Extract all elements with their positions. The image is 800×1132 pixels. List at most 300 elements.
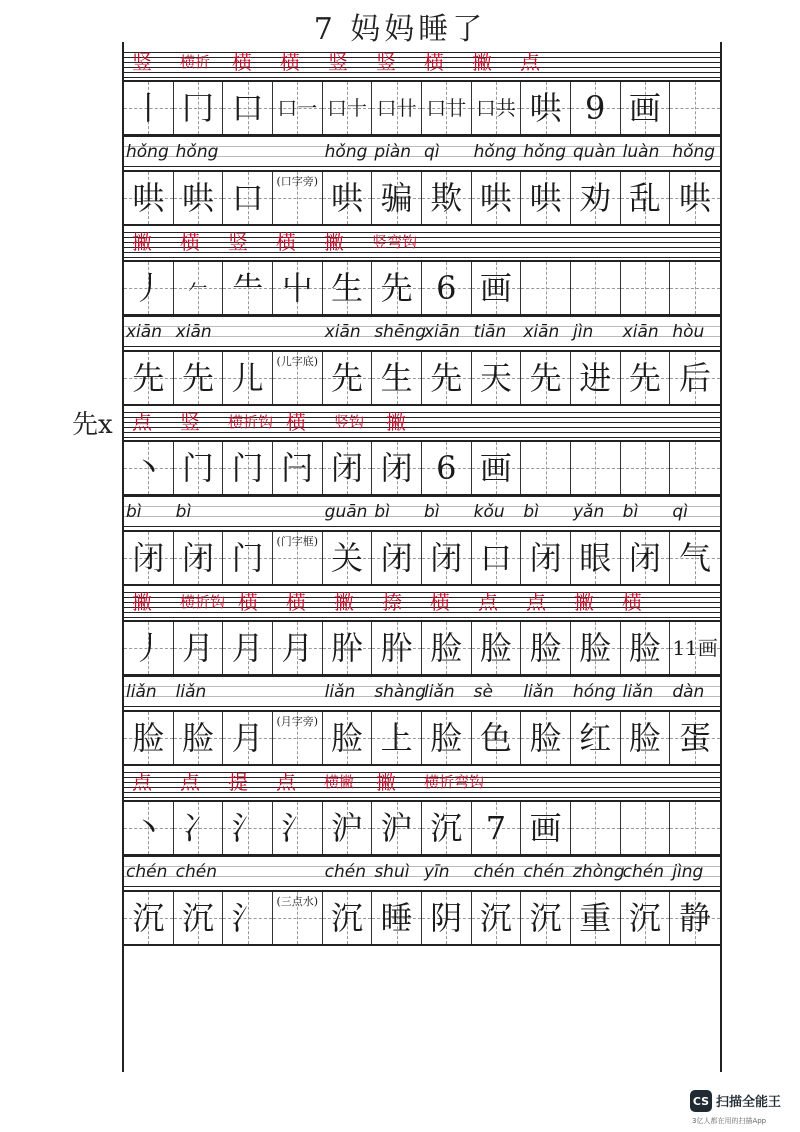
pinyin-syllable: qì xyxy=(424,142,440,162)
practice-word-char: (门字框) xyxy=(276,535,319,548)
pinyin-syllable: liǎn xyxy=(424,682,455,702)
practice-word-char: 先 xyxy=(330,359,363,397)
pinyin-syllable: tiān xyxy=(473,322,507,342)
grid-cell xyxy=(323,442,373,494)
grid-cell xyxy=(521,82,571,134)
stroke-order-char: 氵 xyxy=(281,809,314,847)
practice-word-char: 天 xyxy=(479,359,512,397)
stroke-name: 点 xyxy=(180,770,200,794)
grid-cell xyxy=(372,82,422,134)
grid-cell xyxy=(521,712,571,764)
grid-cell xyxy=(621,532,671,584)
grid-cell xyxy=(422,262,472,314)
grid-cell xyxy=(124,262,174,314)
practice-word-char: 脸 xyxy=(181,719,214,757)
stroke-name: 竖 xyxy=(328,50,348,74)
stroke-order-char: 画 xyxy=(529,809,562,847)
practice-word-char: 生 xyxy=(380,359,413,397)
stroke-name: 横 xyxy=(238,590,258,614)
grid-cell xyxy=(621,712,671,764)
stroke-name: 横 xyxy=(286,410,306,434)
grid-cell xyxy=(521,892,571,944)
stroke-names-row xyxy=(124,588,720,618)
grid-cell xyxy=(273,892,323,944)
practice-word-char: 上 xyxy=(380,719,413,757)
grid-cell xyxy=(372,172,422,224)
pinyin-syllable: hóng xyxy=(573,682,616,702)
pinyin-syllable: hǒng xyxy=(175,142,219,162)
pinyin-syllable: bì xyxy=(523,502,539,522)
grid-cell xyxy=(174,712,224,764)
scanner-watermark xyxy=(690,1090,800,1132)
stroke-order-char: 6 xyxy=(436,269,457,307)
grid-cell xyxy=(323,352,373,404)
pinyin-syllable: chén xyxy=(473,862,516,882)
stroke-name: 横 xyxy=(232,50,252,74)
pinyin-syllable: liǎn xyxy=(126,682,157,702)
stroke-name: 横 xyxy=(622,590,642,614)
pinyin-syllable: shuì xyxy=(374,862,410,882)
grid-cell xyxy=(223,532,273,584)
practice-word-char: 沉 xyxy=(479,899,512,937)
stroke-order-char: 先 xyxy=(380,269,413,307)
stroke-order-char: 脸 xyxy=(529,629,562,667)
stroke-order-char: 丿 xyxy=(132,629,165,667)
practice-word-char: 劝 xyxy=(579,179,612,217)
stroke-order-char: 画 xyxy=(479,449,512,487)
stroke-order-char: 口共 xyxy=(475,96,516,120)
stroke-order-char: 沉 xyxy=(430,809,463,847)
practice-word-char: 口 xyxy=(231,179,264,217)
pinyin-syllable: qì xyxy=(672,502,688,522)
grid-cell xyxy=(273,262,323,314)
stroke-names-row xyxy=(124,48,720,78)
stroke-name: 撇 xyxy=(324,230,344,254)
pinyin-syllable: hǒng xyxy=(126,142,169,162)
stroke-names-row xyxy=(124,768,720,798)
stroke-name: 点 xyxy=(132,410,152,434)
page-title: 7 妈妈睡了 xyxy=(313,12,487,47)
practice-word-char: 先 xyxy=(181,359,214,397)
grid-cell xyxy=(273,712,323,764)
grid-cell xyxy=(521,532,571,584)
stroke-order-char: 𠂉 xyxy=(187,276,208,300)
stroke-order-char: ⺧ xyxy=(231,269,264,307)
pinyin-syllable: bì xyxy=(424,502,440,522)
practice-word-char: 先 xyxy=(628,359,661,397)
practice-word-char: 阴 xyxy=(430,899,463,937)
pinyin-syllable: bì xyxy=(175,502,192,522)
grid-cell xyxy=(372,802,422,854)
stroke-order-char: 口十 xyxy=(326,96,367,120)
grid-cell xyxy=(422,82,472,134)
grid-cell xyxy=(174,352,224,404)
grid-cell xyxy=(223,172,273,224)
practice-word-char: 月 xyxy=(231,719,264,757)
grid-cell xyxy=(124,82,174,134)
grid-cell xyxy=(571,172,621,224)
pinyin-syllable: liǎn xyxy=(523,682,554,702)
grid-cell xyxy=(621,352,671,404)
stroke-order-char: 画 xyxy=(479,269,512,307)
word-practice-grid-row xyxy=(124,350,720,406)
practice-word-char: 气 xyxy=(679,539,712,577)
grid-cell xyxy=(422,892,472,944)
grid-cell xyxy=(124,352,174,404)
practice-word-char: 闭 xyxy=(132,539,165,577)
stroke-order-grid-row xyxy=(124,80,720,136)
stroke-order-char: 脸 xyxy=(479,629,512,667)
grid-cell xyxy=(372,262,422,314)
practice-word-char: 骗 xyxy=(380,179,413,217)
grid-cell xyxy=(273,622,323,674)
stroke-order-char: 月 xyxy=(181,629,214,667)
practice-word-char: 闭 xyxy=(181,539,214,577)
stroke-name: 竖 xyxy=(132,50,152,74)
pinyin-syllable: hǒng xyxy=(473,142,517,162)
stroke-order-char: 沪 xyxy=(380,809,413,847)
practice-word-char: 脸 xyxy=(132,719,165,757)
stroke-order-char: 肸 xyxy=(380,629,413,667)
pinyin-syllable: luàn xyxy=(622,142,660,162)
grid-cell xyxy=(571,442,621,494)
grid-cell xyxy=(621,172,671,224)
stroke-order-char: 画 xyxy=(628,89,661,127)
grid-cell xyxy=(670,442,720,494)
grid-cell xyxy=(323,262,373,314)
pinyin-syllable: guān xyxy=(324,502,368,522)
pinyin-syllable: liǎn xyxy=(324,682,356,702)
stroke-order-grid-row xyxy=(124,800,720,856)
watermark-app-name: 扫描全能王 xyxy=(716,1095,782,1110)
stroke-name: 点 xyxy=(478,590,498,614)
stroke-name: 横 xyxy=(280,50,300,74)
stroke-name: 撇 xyxy=(472,50,492,74)
grid-cell xyxy=(273,172,323,224)
pinyin-row xyxy=(124,854,720,888)
stroke-name: 点 xyxy=(132,770,152,794)
pinyin-syllable: xiān xyxy=(523,322,560,342)
practice-word-char: 乱 xyxy=(628,179,661,217)
grid-cell xyxy=(621,82,671,134)
stroke-order-grid-row xyxy=(124,260,720,316)
grid-cell xyxy=(174,172,224,224)
practice-word-char: (儿字底) xyxy=(276,355,319,368)
grid-cell xyxy=(124,172,174,224)
grid-cell xyxy=(323,172,373,224)
grid-cell xyxy=(124,712,174,764)
pinyin-syllable: xiān xyxy=(324,322,361,342)
pinyin-syllable: piàn xyxy=(374,142,412,162)
stroke-name: 横折 xyxy=(180,53,211,71)
pinyin-row xyxy=(124,674,720,708)
grid-cell xyxy=(174,802,224,854)
grid-cell xyxy=(174,442,224,494)
pinyin-syllable: xiān xyxy=(175,322,212,342)
camscanner-logo-icon: CS xyxy=(690,1090,712,1112)
stroke-order-char: 口卄 xyxy=(376,96,417,120)
practice-word-char: 沉 xyxy=(330,899,363,937)
pinyin-syllable: zhòng xyxy=(573,862,625,882)
stroke-order-char: 丶 xyxy=(132,809,165,847)
practice-word-char: 门 xyxy=(231,539,264,577)
pinyin-syllable: xiān xyxy=(126,322,162,342)
grid-cell xyxy=(472,442,522,494)
stroke-name: 横折钩 xyxy=(180,593,226,611)
grid-cell xyxy=(571,622,621,674)
grid-cell xyxy=(422,442,472,494)
grid-cell xyxy=(422,172,472,224)
grid-cell xyxy=(223,892,273,944)
practice-word-char: (月字旁) xyxy=(276,715,319,728)
grid-cell xyxy=(571,802,621,854)
stroke-order-char: 口廿 xyxy=(426,96,467,120)
grid-cell xyxy=(670,172,720,224)
practice-word-char: 哄 xyxy=(181,179,214,217)
stroke-order-char: 月 xyxy=(231,629,264,667)
grid-cell xyxy=(472,532,522,584)
practice-word-char: 哄 xyxy=(679,179,712,217)
grid-cell xyxy=(372,712,422,764)
stroke-name: 竖弯钩 xyxy=(372,233,418,251)
stroke-order-char: 闩 xyxy=(281,449,314,487)
stroke-order-char: 丿 xyxy=(132,269,165,307)
grid-cell xyxy=(372,622,422,674)
pinyin-syllable: chén xyxy=(324,862,367,882)
grid-cell xyxy=(422,352,472,404)
stroke-order-char: 屮 xyxy=(281,269,314,307)
pinyin-syllable: dàn xyxy=(672,682,705,702)
grid-cell xyxy=(472,622,522,674)
practice-word-char: 沉 xyxy=(529,899,562,937)
stroke-order-char: 冂 xyxy=(181,89,214,127)
grid-cell xyxy=(223,262,273,314)
practice-word-char: 哄 xyxy=(529,179,562,217)
grid-cell xyxy=(521,802,571,854)
grid-cell xyxy=(571,892,621,944)
stroke-name: 撇 xyxy=(334,590,354,614)
practice-word-char: 重 xyxy=(579,899,612,937)
stroke-order-char: 11画 xyxy=(672,636,718,660)
stroke-order-char: 脸 xyxy=(430,629,463,667)
margin-note: 先x xyxy=(72,410,113,440)
grid-cell xyxy=(372,532,422,584)
stroke-name: 点 xyxy=(276,770,296,794)
pinyin-syllable: bì xyxy=(126,502,142,522)
grid-cell xyxy=(621,622,671,674)
stroke-order-char: 冫 xyxy=(181,809,214,847)
practice-word-char: 哄 xyxy=(479,179,512,217)
pinyin-syllable: yīn xyxy=(424,862,450,882)
pinyin-syllable: quàn xyxy=(573,142,616,162)
grid-cell xyxy=(422,622,472,674)
grid-cell xyxy=(472,172,522,224)
grid-cell xyxy=(174,82,224,134)
pinyin-syllable: hǒng xyxy=(523,142,567,162)
stroke-name: 横折弯钩 xyxy=(424,773,485,791)
practice-word-char: 后 xyxy=(679,359,712,397)
stroke-name: 横 xyxy=(430,590,450,614)
stroke-order-char: 哄 xyxy=(529,89,562,127)
grid-cell xyxy=(670,82,720,134)
practice-word-char: 哄 xyxy=(330,179,363,217)
stroke-name: 横 xyxy=(180,230,200,254)
grid-cell xyxy=(472,712,522,764)
grid-cell xyxy=(571,262,621,314)
practice-word-char: 进 xyxy=(579,359,612,397)
pinyin-syllable: bì xyxy=(374,502,390,522)
grid-cell xyxy=(621,802,671,854)
grid-cell xyxy=(323,532,373,584)
grid-cell xyxy=(273,352,323,404)
grid-cell xyxy=(472,352,522,404)
practice-word-char: 沉 xyxy=(628,899,661,937)
practice-word-char: 眼 xyxy=(579,539,612,577)
pinyin-row xyxy=(124,134,720,168)
stroke-names-row xyxy=(124,228,720,258)
practice-word-char: 闭 xyxy=(430,539,463,577)
practice-word-char: 关 xyxy=(330,539,363,577)
stroke-order-char: 门 xyxy=(181,449,214,487)
word-practice-grid-row xyxy=(124,890,720,946)
stroke-order-char: 沪 xyxy=(330,809,363,847)
grid-cell xyxy=(124,802,174,854)
grid-cell xyxy=(223,442,273,494)
grid-cell xyxy=(571,352,621,404)
stroke-name: 撇 xyxy=(574,590,594,614)
grid-cell xyxy=(323,622,373,674)
grid-cell xyxy=(124,622,174,674)
handwriting-practice-sheet xyxy=(122,42,722,1072)
grid-cell xyxy=(223,802,273,854)
grid-cell xyxy=(174,262,224,314)
grid-cell xyxy=(670,262,720,314)
pinyin-syllable: bì xyxy=(622,502,639,522)
stroke-name: 捺 xyxy=(382,590,402,614)
stroke-order-char: 门 xyxy=(231,449,264,487)
practice-word-char: 红 xyxy=(579,719,612,757)
word-practice-grid-row xyxy=(124,170,720,226)
practice-word-char: (三点水) xyxy=(276,895,319,908)
stroke-order-char: 脸 xyxy=(628,629,661,667)
grid-cell xyxy=(571,532,621,584)
grid-cell xyxy=(472,892,522,944)
grid-cell xyxy=(472,262,522,314)
grid-cell xyxy=(273,82,323,134)
practice-word-char: (口字旁) xyxy=(276,175,319,188)
pinyin-row xyxy=(124,494,720,528)
stroke-name: 竖钩 xyxy=(334,413,365,431)
pinyin-syllable: xiān xyxy=(424,322,460,342)
grid-cell xyxy=(521,262,571,314)
stroke-order-grid-row xyxy=(124,440,720,496)
grid-cell xyxy=(621,262,671,314)
stroke-order-char: 月 xyxy=(281,629,314,667)
practice-word-char: 闭 xyxy=(380,539,413,577)
stroke-name: 撇 xyxy=(132,590,152,614)
grid-cell xyxy=(323,802,373,854)
word-practice-grid-row xyxy=(124,530,720,586)
watermark-tagline: 3亿人都在用的扫描App xyxy=(692,1117,767,1125)
grid-cell xyxy=(621,442,671,494)
stroke-order-char: 脸 xyxy=(579,629,612,667)
pinyin-syllable: hǒng xyxy=(672,142,716,162)
grid-cell xyxy=(372,892,422,944)
stroke-name: 横 xyxy=(286,590,306,614)
grid-cell xyxy=(670,892,720,944)
grid-cell xyxy=(174,532,224,584)
stroke-names-row xyxy=(124,408,720,438)
grid-cell xyxy=(273,532,323,584)
stroke-name: 横 xyxy=(276,230,296,254)
stroke-order-char: 7 xyxy=(485,809,507,847)
practice-word-char: 静 xyxy=(679,899,712,937)
stroke-name: 撇 xyxy=(376,770,396,794)
stroke-order-char: 闭 xyxy=(330,449,363,487)
practice-word-char: 沉 xyxy=(181,899,214,937)
grid-cell xyxy=(223,352,273,404)
grid-cell xyxy=(372,352,422,404)
grid-cell xyxy=(124,892,174,944)
grid-cell xyxy=(670,802,720,854)
grid-cell xyxy=(521,172,571,224)
grid-cell xyxy=(124,532,174,584)
pinyin-syllable: xiān xyxy=(622,322,659,342)
grid-cell xyxy=(273,802,323,854)
grid-cell xyxy=(521,442,571,494)
grid-cell xyxy=(273,442,323,494)
practice-word-char: 脸 xyxy=(430,719,463,757)
practice-word-char: 蛋 xyxy=(679,719,712,757)
stroke-order-char: 闭 xyxy=(380,449,413,487)
grid-cell xyxy=(223,622,273,674)
grid-cell xyxy=(670,532,720,584)
practice-word-char: 色 xyxy=(479,719,512,757)
stroke-order-char: 生 xyxy=(330,269,363,307)
stroke-order-char: 氵 xyxy=(231,809,264,847)
grid-cell xyxy=(670,712,720,764)
practice-word-char: 脸 xyxy=(330,719,363,757)
grid-cell xyxy=(223,82,273,134)
pinyin-syllable: hòu xyxy=(672,322,705,342)
grid-cell xyxy=(521,622,571,674)
pinyin-syllable: liǎn xyxy=(175,682,207,702)
stroke-name: 撇 xyxy=(132,230,152,254)
pinyin-syllable: liǎn xyxy=(622,682,654,702)
practice-word-char: 先 xyxy=(132,359,165,397)
pinyin-syllable: shàng xyxy=(374,682,426,702)
practice-word-char: 沉 xyxy=(132,899,165,937)
stroke-order-char: 丨 xyxy=(132,89,165,127)
grid-cell xyxy=(372,442,422,494)
pinyin-row xyxy=(124,314,720,348)
grid-cell xyxy=(323,82,373,134)
practice-word-char: 闭 xyxy=(628,539,661,577)
pinyin-syllable: hǒng xyxy=(324,142,368,162)
word-practice-grid-row xyxy=(124,710,720,766)
stroke-order-char: 9 xyxy=(585,89,606,127)
stroke-order-char: 口一 xyxy=(277,96,318,120)
grid-cell xyxy=(670,352,720,404)
grid-cell xyxy=(521,352,571,404)
grid-cell xyxy=(323,712,373,764)
practice-word-char: 哄 xyxy=(132,179,165,217)
grid-cell xyxy=(422,712,472,764)
pinyin-syllable: chén xyxy=(523,862,565,882)
pinyin-syllable: chén xyxy=(126,862,168,882)
stroke-name: 竖 xyxy=(376,50,396,74)
pinyin-syllable: yǎn xyxy=(573,502,605,522)
